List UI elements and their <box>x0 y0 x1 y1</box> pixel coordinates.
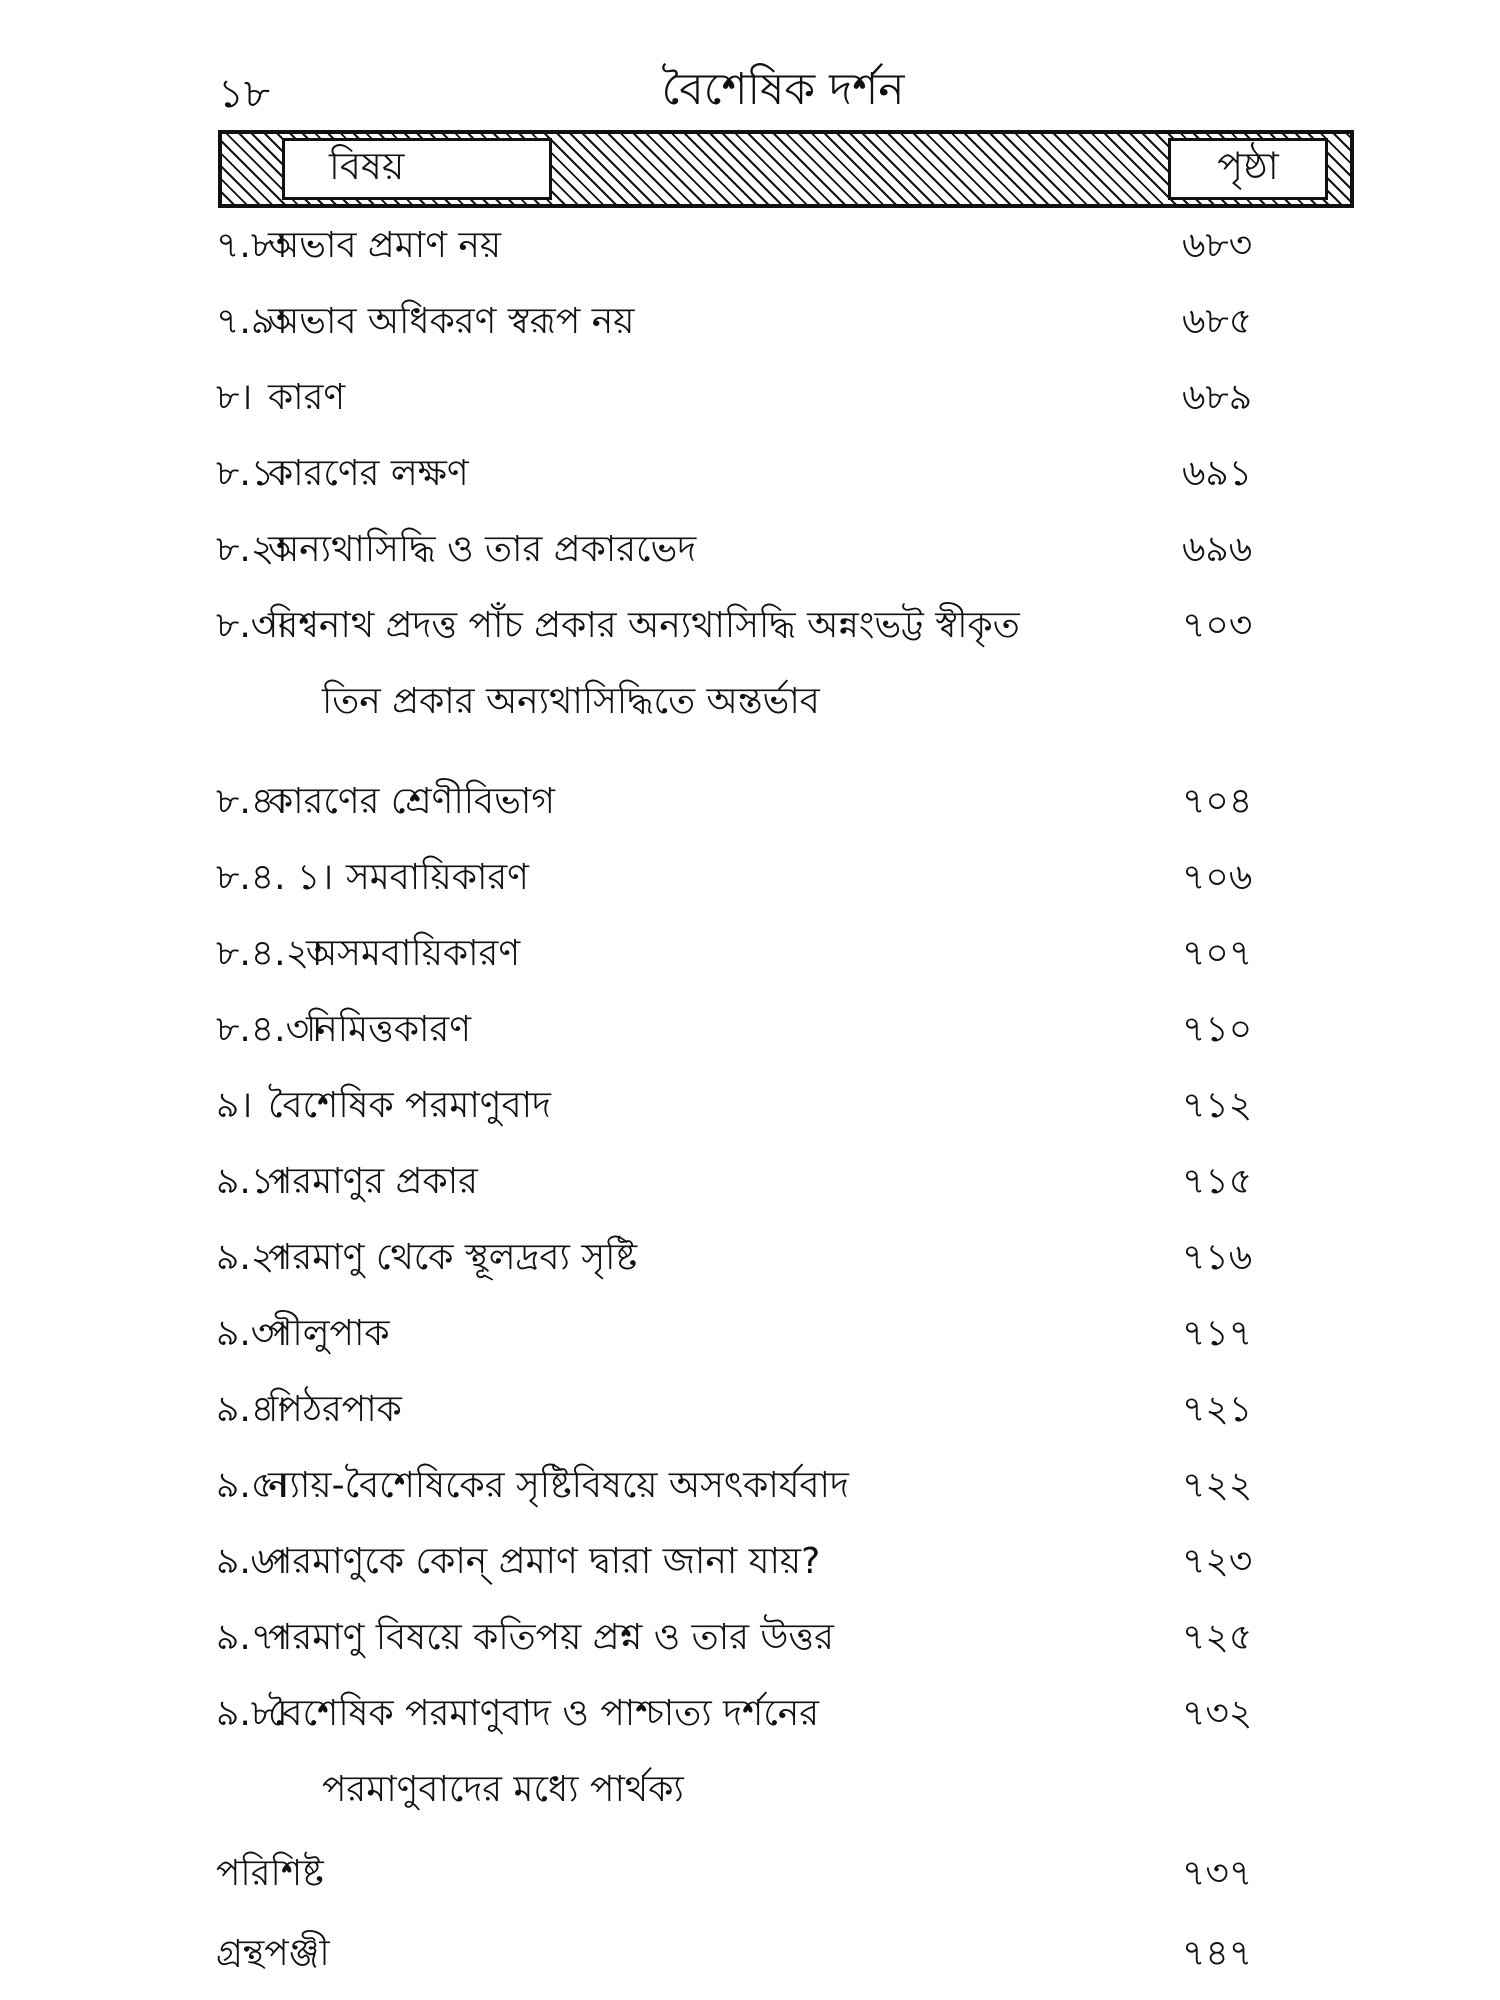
entry-page-number: ৭৩৭ <box>1182 1853 1253 1894</box>
toc-entry <box>0 298 1500 346</box>
toc-entry <box>0 778 1500 826</box>
entry-title: কারণের শ্রেণীবিভাগ <box>268 781 555 822</box>
entry-title: সমবায়িকারণ <box>346 857 529 898</box>
entry-title: অভাব অধিকরণ স্বরূপ নয় <box>268 301 635 342</box>
entry-title: গ্রন্থপঞ্জী <box>216 1933 330 1974</box>
toc-entry <box>0 1538 1500 1586</box>
subject-column-label: বিষয় <box>282 138 552 200</box>
entry-title: ন্যায়-বৈশেষিকের সৃষ্টিবিষয়ে অসৎকার্যবাদ <box>268 1465 849 1506</box>
page-number: ১৮ <box>218 71 270 117</box>
toc-entry <box>0 1930 1500 1978</box>
entry-page-number: ৭০৩ <box>1182 605 1253 646</box>
toc-entry <box>0 1006 1500 1054</box>
entry-number: ৯.৪। <box>216 1389 288 1430</box>
entry-number: ৭.৮। <box>216 225 288 266</box>
entry-page-number: ৭২২ <box>1182 1465 1253 1506</box>
entry-page-number: ৭০৭ <box>1182 933 1253 974</box>
entry-title: পীলুপাক <box>268 1313 390 1354</box>
entry-title: পরিশিষ্ট <box>216 1853 324 1894</box>
toc-entry <box>0 854 1500 902</box>
entry-title: পিঠরপাক <box>268 1389 402 1430</box>
entry-number: ৮.১। <box>216 453 288 494</box>
entry-number: ৯.৭। <box>216 1617 288 1658</box>
entry-number: ৯.৩। <box>216 1313 288 1354</box>
entry-page-number: ৭১৫ <box>1182 1161 1253 1202</box>
toc-entry <box>0 1850 1500 1898</box>
entry-number: ৮.৪.৩। <box>216 1009 322 1050</box>
entry-page-number: ৬৮৩ <box>1182 225 1253 266</box>
entry-title: অসমবায়িকারণ <box>306 933 521 974</box>
entry-page-number: ৭২৩ <box>1182 1541 1253 1582</box>
entry-page-number: ৭০৪ <box>1182 781 1253 822</box>
toc-entry <box>0 1614 1500 1662</box>
toc-entry <box>0 930 1500 978</box>
entry-page-number: ৭০৬ <box>1182 857 1253 898</box>
entry-number: ৯.৬। <box>216 1541 288 1582</box>
entry-page-number: ৬৮৫ <box>1182 301 1253 342</box>
entry-title: বিশ্বনাথ প্রদত্ত পাঁচ প্রকার অন্যথাসিদ্ধি অন্নংভট্ট স্বীকৃত <box>268 605 1020 646</box>
toc-entry <box>0 222 1500 270</box>
entry-title: বৈশেষিক পরমাণুবাদ ও পাশ্চাত্য দর্শনের <box>268 1693 820 1734</box>
entry-number: ৯.৫। <box>216 1465 288 1506</box>
entry-number: ৮.৪.২। <box>216 933 322 974</box>
entry-title-continuation: পরমাণুবাদের মধ্যে পার্থক্য <box>322 1769 684 1810</box>
toc-entry <box>0 602 1500 722</box>
toc-entry <box>0 1234 1500 1282</box>
toc-header-bar <box>218 130 1354 208</box>
entry-page-number: ৬৮৯ <box>1182 377 1253 418</box>
entry-title: কারণের লক্ষণ <box>268 453 469 494</box>
entry-number: ৯.১। <box>216 1161 288 1202</box>
entry-page-number: ৭২৫ <box>1182 1617 1253 1658</box>
page-column-label: পৃষ্ঠা <box>1168 138 1328 200</box>
entry-title: পরমাণু বিষয়ে কতিপয় প্রশ্ন ও তার উত্তর <box>268 1617 834 1658</box>
entry-page-number: ৭২১ <box>1182 1389 1253 1430</box>
toc-entry <box>0 1310 1500 1358</box>
entry-number: ৮.৩। <box>216 605 288 646</box>
entry-title: অন্যথাসিদ্ধি ও তার প্রকারভেদ <box>268 529 697 570</box>
entry-number: ৮। <box>216 377 253 418</box>
entry-page-number: ৭১৬ <box>1182 1237 1253 1278</box>
toc-entry <box>0 1082 1500 1130</box>
running-head: বৈশেষিক দর্শন <box>661 64 905 115</box>
entry-page-number: ৬৯১ <box>1182 453 1253 494</box>
entry-page-number: ৭৩২ <box>1182 1693 1253 1734</box>
entry-number: ৯.২। <box>216 1237 288 1278</box>
toc-entry <box>0 1158 1500 1206</box>
entry-title: কারণ <box>268 377 346 418</box>
entry-number: ৯। <box>216 1085 253 1126</box>
entry-title: পরমাণুকে কোন্ প্রমাণ দ্বারা জানা যায়? <box>268 1541 821 1582</box>
entry-number: ৮.৪. ১। <box>216 857 334 898</box>
entry-title: নিমিত্তকারণ <box>306 1009 472 1050</box>
entry-title: পরমাণু থেকে স্থূলদ্রব্য সৃষ্টি <box>268 1237 638 1278</box>
toc-entry <box>0 526 1500 574</box>
entry-number: ৮.৪। <box>216 781 288 822</box>
entry-title: অভাব প্রমাণ নয় <box>268 225 502 266</box>
toc-entry <box>0 1386 1500 1434</box>
entry-title: পরমাণুর প্রকার <box>268 1161 478 1202</box>
entry-page-number: ৭১২ <box>1182 1085 1253 1126</box>
toc-entry <box>0 1462 1500 1510</box>
entry-title-continuation: তিন প্রকার অন্যথাসিদ্ধিতে অন্তর্ভাব <box>322 681 820 722</box>
entry-page-number: ৬৯৬ <box>1182 529 1253 570</box>
entry-number: ৯.৮। <box>216 1693 288 1734</box>
toc-entry <box>0 450 1500 498</box>
toc-entry <box>0 374 1500 422</box>
entry-page-number: ৭১০ <box>1182 1009 1253 1050</box>
entry-page-number: ৭৪৭ <box>1182 1933 1253 1974</box>
entry-number: ৮.২। <box>216 529 288 570</box>
entry-title: বৈশেষিক পরমাণুবাদ <box>268 1085 551 1126</box>
toc-entry <box>0 1690 1500 1810</box>
entry-number: ৭.৯। <box>216 301 288 342</box>
entry-page-number: ৭১৭ <box>1182 1313 1253 1354</box>
